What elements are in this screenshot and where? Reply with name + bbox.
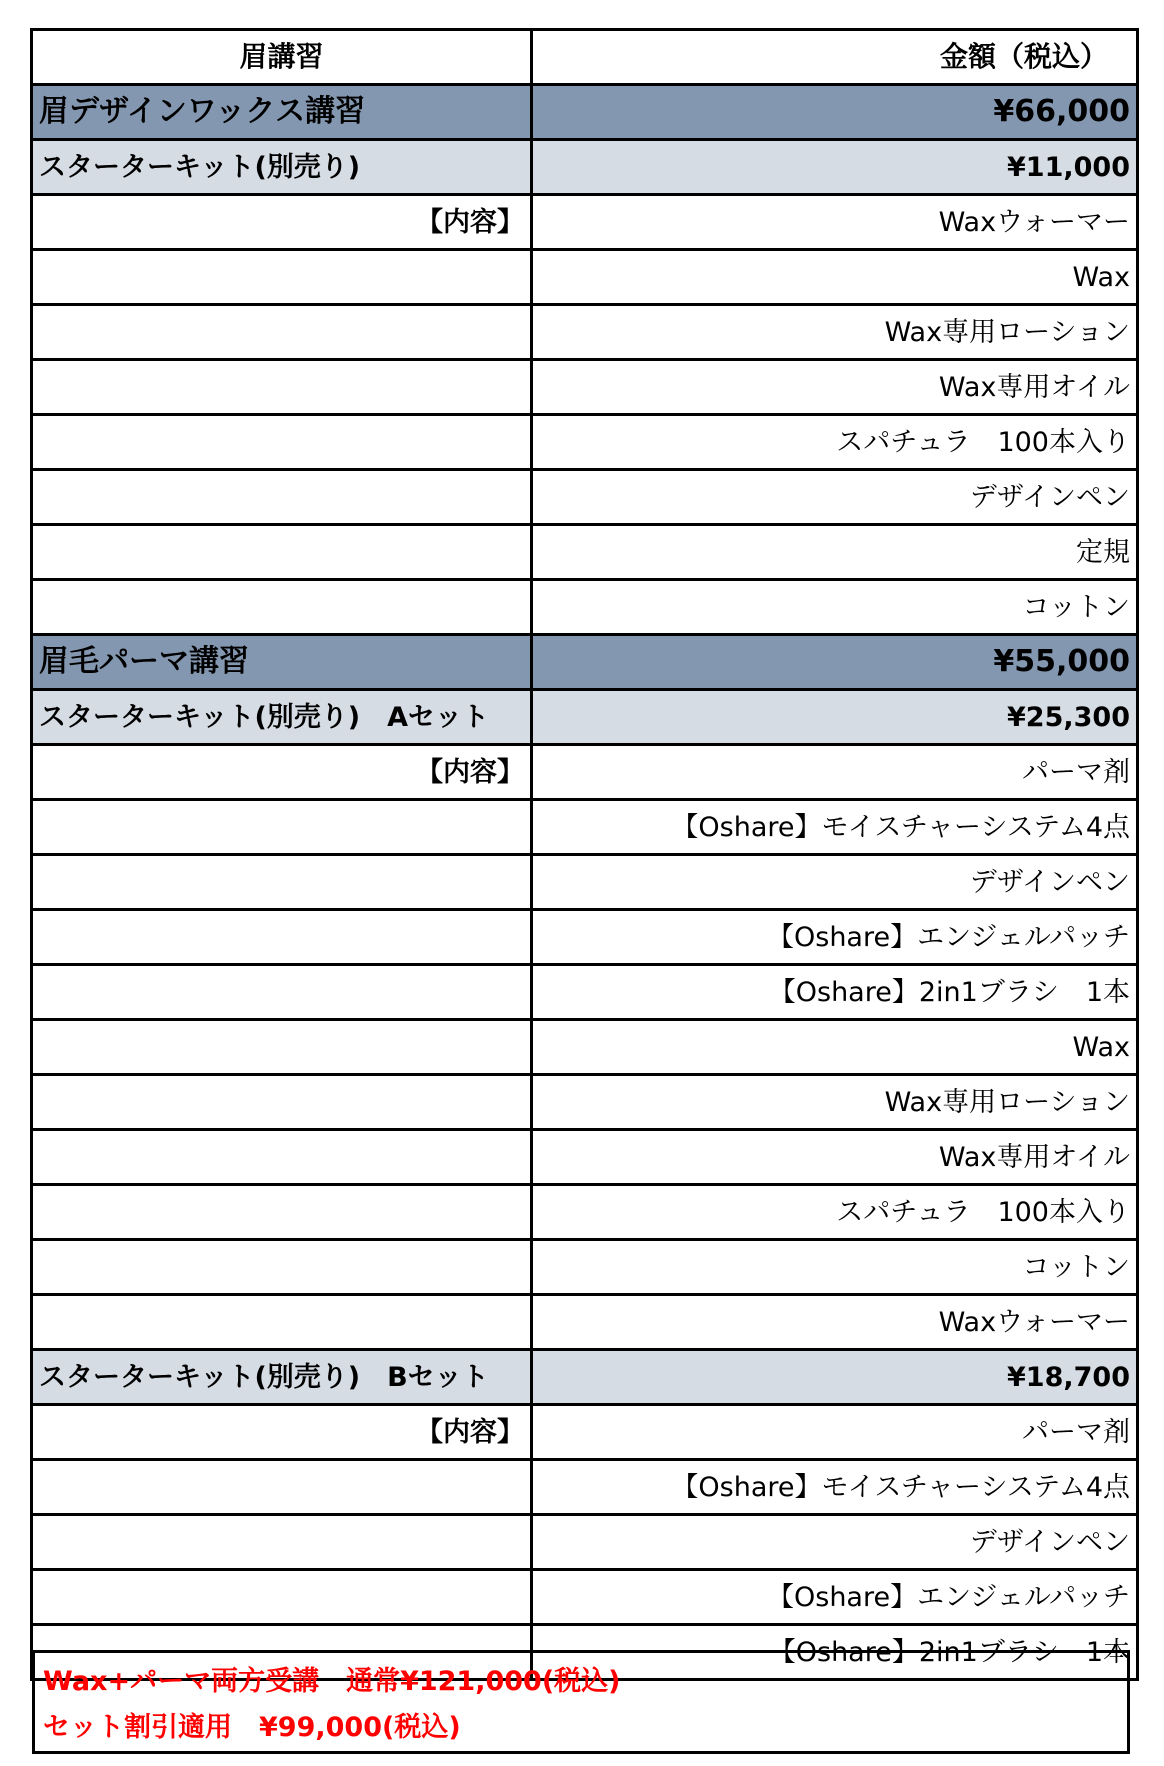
- item-name: デザインペン: [532, 855, 1138, 910]
- contents-label: 【内容】: [32, 745, 532, 800]
- kit-price: ¥11,000: [532, 140, 1138, 195]
- table-row: [32, 415, 1138, 470]
- table-row: [32, 800, 1138, 855]
- item-name: Wax専用オイル: [532, 1130, 1138, 1185]
- price-table: [30, 28, 1139, 1681]
- kit-row: [32, 1350, 1138, 1405]
- empty-cell: [32, 1570, 532, 1625]
- table-row: [32, 1130, 1138, 1185]
- item-name: コットン: [532, 580, 1138, 635]
- item-name: デザインペン: [532, 1515, 1138, 1570]
- table-header-row: [32, 30, 1138, 85]
- section-row: [32, 85, 1138, 140]
- table-row: [32, 855, 1138, 910]
- note-line-regular: Wax+パーマ両方受講 通常¥121,000(税込): [43, 1666, 621, 1697]
- item-name: Wax専用ローション: [532, 1075, 1138, 1130]
- table-row: [32, 965, 1138, 1020]
- kit-row: [32, 140, 1138, 195]
- table-row: [32, 1405, 1138, 1460]
- item-name: パーマ剤: [532, 1405, 1138, 1460]
- empty-cell: [32, 1075, 532, 1130]
- section-price: ¥55,000: [532, 635, 1138, 690]
- table-row: [32, 1295, 1138, 1350]
- empty-cell: [32, 305, 532, 360]
- table-row: [32, 580, 1138, 635]
- item-name: 【Oshare】モイスチャーシステム4点: [532, 1460, 1138, 1515]
- empty-cell: [32, 470, 532, 525]
- empty-cell: [32, 910, 532, 965]
- kit-title: スターターキット(別売り): [32, 140, 532, 195]
- item-name: Wax専用ローション: [532, 305, 1138, 360]
- empty-cell: [32, 415, 532, 470]
- item-name: 定規: [532, 525, 1138, 580]
- item-name: 【Oshare】エンジェルパッチ: [532, 1570, 1138, 1625]
- empty-cell: [32, 855, 532, 910]
- section-title: 眉毛パーマ講習: [32, 635, 532, 690]
- discount-note: [32, 1650, 1130, 1754]
- empty-cell: [32, 800, 532, 855]
- item-name: パーマ剤: [532, 745, 1138, 800]
- header-course: 眉講習: [32, 30, 532, 85]
- table-row: [32, 1075, 1138, 1130]
- empty-cell: [32, 1020, 532, 1075]
- table-row: [32, 1020, 1138, 1075]
- item-name: 【Oshare】2in1ブラシ 1本: [532, 965, 1138, 1020]
- item-name: スパチュラ 100本入り: [532, 415, 1138, 470]
- note-line-discount: セット割引適用 ¥99,000(税込): [43, 1712, 461, 1743]
- section-title: 眉デザインワックス講習: [32, 85, 532, 140]
- table-row: [32, 745, 1138, 800]
- table-row: [32, 250, 1138, 305]
- item-name: デザインペン: [532, 470, 1138, 525]
- item-name: Wax: [532, 250, 1138, 305]
- empty-cell: [32, 250, 532, 305]
- table-row: [32, 1240, 1138, 1295]
- table-row: [32, 305, 1138, 360]
- kit-price: ¥25,300: [532, 690, 1138, 745]
- contents-label: 【内容】: [32, 1405, 532, 1460]
- header-amount: 金額（税込）: [532, 30, 1138, 85]
- item-name: コットン: [532, 1240, 1138, 1295]
- table-row: [32, 1185, 1138, 1240]
- kit-title: スターターキット(別売り) Bセット: [32, 1350, 532, 1405]
- empty-cell: [32, 525, 532, 580]
- empty-cell: [32, 1460, 532, 1515]
- empty-cell: [32, 360, 532, 415]
- section-row: [32, 635, 1138, 690]
- kit-row: [32, 690, 1138, 745]
- contents-label: 【内容】: [32, 195, 532, 250]
- empty-cell: [32, 965, 532, 1020]
- empty-cell: [32, 580, 532, 635]
- empty-cell: [32, 1240, 532, 1295]
- table-row: [32, 1570, 1138, 1625]
- kit-title: スターターキット(別売り) Aセット: [32, 690, 532, 745]
- empty-cell: [32, 1185, 532, 1240]
- item-name: 【Oshare】エンジェルパッチ: [532, 910, 1138, 965]
- item-name: 【Oshare】モイスチャーシステム4点: [532, 800, 1138, 855]
- item-name: 【Oshare】2in1ブラシ 1本: [532, 1625, 1138, 1680]
- table-row: [32, 1515, 1138, 1570]
- empty-cell: [32, 1515, 532, 1570]
- empty-cell: [32, 1130, 532, 1185]
- section-price: ¥66,000: [532, 85, 1138, 140]
- item-name: Waxウォーマー: [532, 195, 1138, 250]
- table-row: [32, 1460, 1138, 1515]
- kit-price: ¥18,700: [532, 1350, 1138, 1405]
- item-name: Waxウォーマー: [532, 1295, 1138, 1350]
- table-row: [32, 470, 1138, 525]
- item-name: Wax専用オイル: [532, 360, 1138, 415]
- table-row: [32, 910, 1138, 965]
- item-name: Wax: [532, 1020, 1138, 1075]
- empty-cell: [32, 1295, 532, 1350]
- table-row: [32, 360, 1138, 415]
- table-row: [32, 195, 1138, 250]
- table-row: [32, 525, 1138, 580]
- item-name: スパチュラ 100本入り: [532, 1185, 1138, 1240]
